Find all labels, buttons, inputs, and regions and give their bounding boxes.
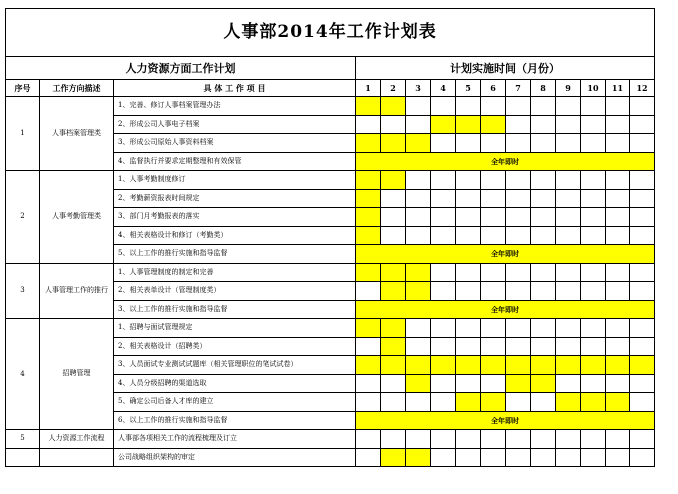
month-cell-scheduled [481, 115, 506, 134]
group-category: 人力资源工作流程 [40, 430, 114, 449]
task-item: 2、相关表格设计（招聘类） [114, 337, 356, 356]
month-cell [506, 171, 531, 190]
month-cell [630, 115, 655, 134]
month-cell [556, 374, 581, 393]
month-cell [556, 189, 581, 208]
month-cell-scheduled [406, 374, 431, 393]
task-item: 人事部各项相关工作的流程梳理及订立 [114, 430, 356, 449]
month-cell [556, 171, 581, 190]
month-cell [581, 189, 606, 208]
month-cell [581, 282, 606, 301]
task-item: 6、以上工作的推行实施和指导监督 [114, 411, 356, 430]
month-header-8: 8 [531, 80, 556, 97]
month-cell [456, 134, 481, 153]
month-cell-scheduled [356, 97, 381, 116]
month-cell [606, 282, 630, 301]
month-cell [606, 337, 630, 356]
month-cell [630, 337, 655, 356]
month-cell [606, 171, 630, 190]
month-cell [381, 393, 406, 412]
task-item: 4、监督执行并要求定期整理和有效保管 [114, 152, 356, 171]
month-cell [481, 337, 506, 356]
section-left-heading: 人力资源方面工作计划 [6, 57, 356, 80]
month-cell [581, 134, 606, 153]
month-cell [431, 171, 456, 190]
month-cell [481, 448, 506, 467]
month-cell [606, 115, 630, 134]
month-cell [481, 430, 506, 449]
month-cell-scheduled [356, 171, 381, 190]
month-cell [506, 393, 531, 412]
year-round-bar: 全年即时 [356, 152, 655, 171]
month-cell [406, 208, 431, 227]
month-cell [406, 430, 431, 449]
month-cell [356, 393, 381, 412]
month-cell-scheduled [630, 356, 655, 375]
month-cell [481, 226, 506, 245]
month-cell [531, 171, 556, 190]
group-category: 招聘管理 [40, 319, 114, 430]
month-cell [630, 171, 655, 190]
month-cell [456, 430, 481, 449]
month-cell [431, 134, 456, 153]
month-cell [506, 115, 531, 134]
month-cell [531, 189, 556, 208]
month-cell-scheduled [456, 115, 481, 134]
month-cell [556, 430, 581, 449]
month-cell [556, 337, 581, 356]
month-cell [381, 208, 406, 227]
month-cell [431, 319, 456, 338]
month-cell [456, 263, 481, 282]
month-cell [356, 115, 381, 134]
month-cell [431, 393, 456, 412]
month-cell-scheduled [556, 356, 581, 375]
month-cell [531, 393, 556, 412]
month-cell [581, 430, 606, 449]
group-seq [6, 448, 40, 467]
month-cell-scheduled [456, 356, 481, 375]
month-cell [356, 282, 381, 301]
month-cell [556, 263, 581, 282]
month-cell [531, 319, 556, 338]
month-cell-scheduled [356, 319, 381, 338]
month-cell-scheduled [381, 282, 406, 301]
month-cell [481, 208, 506, 227]
month-cell [456, 226, 481, 245]
month-cell [356, 448, 381, 467]
month-cell-scheduled [381, 356, 406, 375]
task-item: 1、人事管理制度的制定和完善 [114, 263, 356, 282]
task-item: 5、确定公司后备人才库的建立 [114, 393, 356, 412]
group-seq: 3 [6, 263, 40, 319]
month-cell [481, 189, 506, 208]
month-cell [581, 448, 606, 467]
month-cell-scheduled [381, 337, 406, 356]
task-item: 3、形成公司原始人事资料档案 [114, 134, 356, 153]
month-cell-scheduled [406, 448, 431, 467]
month-cell-scheduled [381, 97, 406, 116]
month-cell-scheduled [531, 356, 556, 375]
task-item: 3、以上工作的推行实施和指导监督 [114, 300, 356, 319]
month-cell [581, 337, 606, 356]
month-cell [481, 134, 506, 153]
month-header-1: 1 [356, 80, 381, 97]
month-cell [581, 208, 606, 227]
group-seq: 2 [6, 171, 40, 264]
task-item: 1、完善、修订人事档案管理办法 [114, 97, 356, 116]
month-cell [556, 134, 581, 153]
month-cell [556, 115, 581, 134]
page-title: 人事部2014年工作计划表 [6, 9, 655, 57]
month-cell-scheduled [356, 226, 381, 245]
month-cell [581, 97, 606, 116]
month-cell [381, 189, 406, 208]
month-cell [506, 337, 531, 356]
month-cell [456, 319, 481, 338]
month-cell [506, 430, 531, 449]
month-cell-scheduled [506, 374, 531, 393]
month-header-2: 2 [381, 80, 406, 97]
month-cell [456, 97, 481, 116]
month-cell [406, 189, 431, 208]
month-cell [506, 263, 531, 282]
month-cell [481, 171, 506, 190]
month-cell [481, 319, 506, 338]
month-cell [556, 282, 581, 301]
month-cell [431, 282, 456, 301]
month-cell [431, 337, 456, 356]
task-item: 2、考勤薪资报表时间规定 [114, 189, 356, 208]
month-cell-scheduled [381, 263, 406, 282]
month-cell-scheduled [356, 356, 381, 375]
month-header-7: 7 [506, 80, 531, 97]
month-cell [556, 319, 581, 338]
month-cell [406, 97, 431, 116]
month-header-6: 6 [481, 80, 506, 97]
month-header-11: 11 [606, 80, 630, 97]
month-cell-scheduled [506, 356, 531, 375]
month-cell [630, 319, 655, 338]
group-seq: 1 [6, 97, 40, 171]
month-cell [606, 374, 630, 393]
month-cell [456, 337, 481, 356]
month-cell [506, 208, 531, 227]
month-cell [506, 226, 531, 245]
month-cell-scheduled [356, 189, 381, 208]
month-cell [381, 226, 406, 245]
month-cell-scheduled [381, 448, 406, 467]
month-cell [456, 171, 481, 190]
month-cell [406, 393, 431, 412]
month-cell [581, 171, 606, 190]
month-cell-scheduled [356, 208, 381, 227]
month-cell [431, 226, 456, 245]
section-right-heading: 计划实施时间（月份） [356, 57, 655, 80]
month-cell [531, 448, 556, 467]
month-cell [630, 263, 655, 282]
month-cell-scheduled [381, 171, 406, 190]
month-cell [406, 226, 431, 245]
group-seq: 4 [6, 319, 40, 430]
month-cell [531, 226, 556, 245]
month-cell [531, 208, 556, 227]
table-row [6, 448, 655, 467]
month-cell [431, 448, 456, 467]
task-item: 2、相关表单设计（管理制度类） [114, 282, 356, 301]
month-cell [456, 448, 481, 467]
month-cell-scheduled [606, 356, 630, 375]
month-cell [606, 430, 630, 449]
task-item: 1、人事考勤制度修订 [114, 171, 356, 190]
table-row [6, 430, 655, 449]
month-cell [431, 97, 456, 116]
month-cell [431, 263, 456, 282]
group-category: 人事档案管理类 [40, 97, 114, 171]
header-direction: 工作方向描述 [40, 80, 114, 97]
month-cell [531, 337, 556, 356]
month-cell [381, 115, 406, 134]
month-cell [556, 208, 581, 227]
month-cell-scheduled [356, 134, 381, 153]
month-cell-scheduled [381, 134, 406, 153]
work-plan-table [5, 8, 655, 467]
month-cell [456, 282, 481, 301]
month-cell [630, 282, 655, 301]
year-round-bar: 全年即时 [356, 300, 655, 319]
month-cell-scheduled [481, 393, 506, 412]
month-cell [606, 319, 630, 338]
month-cell-scheduled [481, 356, 506, 375]
month-cell [381, 430, 406, 449]
month-cell-scheduled [406, 282, 431, 301]
month-cell [581, 226, 606, 245]
header-seq: 序号 [6, 80, 40, 97]
task-item: 3、部门月考勤报表的落实 [114, 208, 356, 227]
month-cell-scheduled [456, 393, 481, 412]
month-header-10: 10 [581, 80, 606, 97]
month-cell-scheduled [406, 263, 431, 282]
month-cell [481, 374, 506, 393]
month-cell [356, 337, 381, 356]
month-cell-scheduled [406, 356, 431, 375]
month-cell [531, 282, 556, 301]
group-category: 人事管理工作的推行 [40, 263, 114, 319]
month-cell [531, 134, 556, 153]
group-category: 人事考勤管理类 [40, 171, 114, 264]
month-cell [630, 97, 655, 116]
month-cell [531, 430, 556, 449]
month-cell [406, 115, 431, 134]
month-cell [556, 226, 581, 245]
month-cell [606, 97, 630, 116]
month-cell [630, 226, 655, 245]
month-cell [431, 374, 456, 393]
table-row [6, 263, 655, 282]
month-cell-scheduled [556, 393, 581, 412]
month-cell [456, 374, 481, 393]
month-cell [431, 189, 456, 208]
header-items: 具 体 工 作 项 目 [114, 80, 356, 97]
month-cell-scheduled [406, 134, 431, 153]
month-cell [356, 374, 381, 393]
month-cell [606, 189, 630, 208]
month-cell [531, 115, 556, 134]
month-cell [506, 97, 531, 116]
month-cell-scheduled [431, 356, 456, 375]
month-cell [406, 337, 431, 356]
table-row [6, 97, 655, 116]
month-cell [481, 263, 506, 282]
month-cell [556, 448, 581, 467]
month-header-9: 9 [556, 80, 581, 97]
month-cell [381, 374, 406, 393]
month-cell [581, 374, 606, 393]
month-cell [630, 208, 655, 227]
task-item: 公司战略组织架构的审定 [114, 448, 356, 467]
month-cell [630, 448, 655, 467]
month-cell [406, 319, 431, 338]
month-cell [506, 282, 531, 301]
month-header-4: 4 [431, 80, 456, 97]
month-cell [630, 393, 655, 412]
month-cell-scheduled [606, 393, 630, 412]
month-cell [556, 97, 581, 116]
month-header-5: 5 [456, 80, 481, 97]
month-cell-scheduled [581, 393, 606, 412]
task-item: 4、人员分级招聘的渠道选取 [114, 374, 356, 393]
month-cell [606, 226, 630, 245]
month-cell-scheduled [431, 115, 456, 134]
task-item: 5、以上工作的推行实施和指导监督 [114, 245, 356, 264]
month-cell [581, 263, 606, 282]
month-cell [606, 448, 630, 467]
month-cell [406, 171, 431, 190]
month-cell [606, 263, 630, 282]
month-cell [606, 134, 630, 153]
month-cell [456, 208, 481, 227]
month-cell [506, 134, 531, 153]
table-row [6, 171, 655, 190]
month-cell [581, 115, 606, 134]
group-category [40, 448, 114, 467]
month-cell [481, 97, 506, 116]
month-cell-scheduled [531, 374, 556, 393]
month-cell [506, 319, 531, 338]
table-row [6, 319, 655, 338]
month-header-12: 12 [630, 80, 655, 97]
month-cell [506, 448, 531, 467]
month-cell [456, 189, 481, 208]
month-cell [481, 282, 506, 301]
month-cell [630, 374, 655, 393]
month-cell [630, 430, 655, 449]
month-cell [531, 263, 556, 282]
month-cell [531, 97, 556, 116]
task-item: 1、招聘与面试管理规定 [114, 319, 356, 338]
task-item: 4、相关表格设计和修订（考勤类） [114, 226, 356, 245]
year-round-bar: 全年即时 [356, 411, 655, 430]
month-cell [356, 430, 381, 449]
month-cell [506, 189, 531, 208]
task-item: 3、人员面试专业测试试题库（相关管理职位的笔试试卷） [114, 356, 356, 375]
task-item: 2、形成公司人事电子档案 [114, 115, 356, 134]
month-cell-scheduled [356, 263, 381, 282]
month-cell [581, 319, 606, 338]
month-header-3: 3 [406, 80, 431, 97]
month-cell [431, 208, 456, 227]
month-cell [606, 208, 630, 227]
month-cell [431, 430, 456, 449]
month-cell [630, 134, 655, 153]
month-cell-scheduled [581, 356, 606, 375]
month-cell [630, 189, 655, 208]
group-seq: 5 [6, 430, 40, 449]
month-cell-scheduled [381, 319, 406, 338]
year-round-bar: 全年即时 [356, 245, 655, 264]
